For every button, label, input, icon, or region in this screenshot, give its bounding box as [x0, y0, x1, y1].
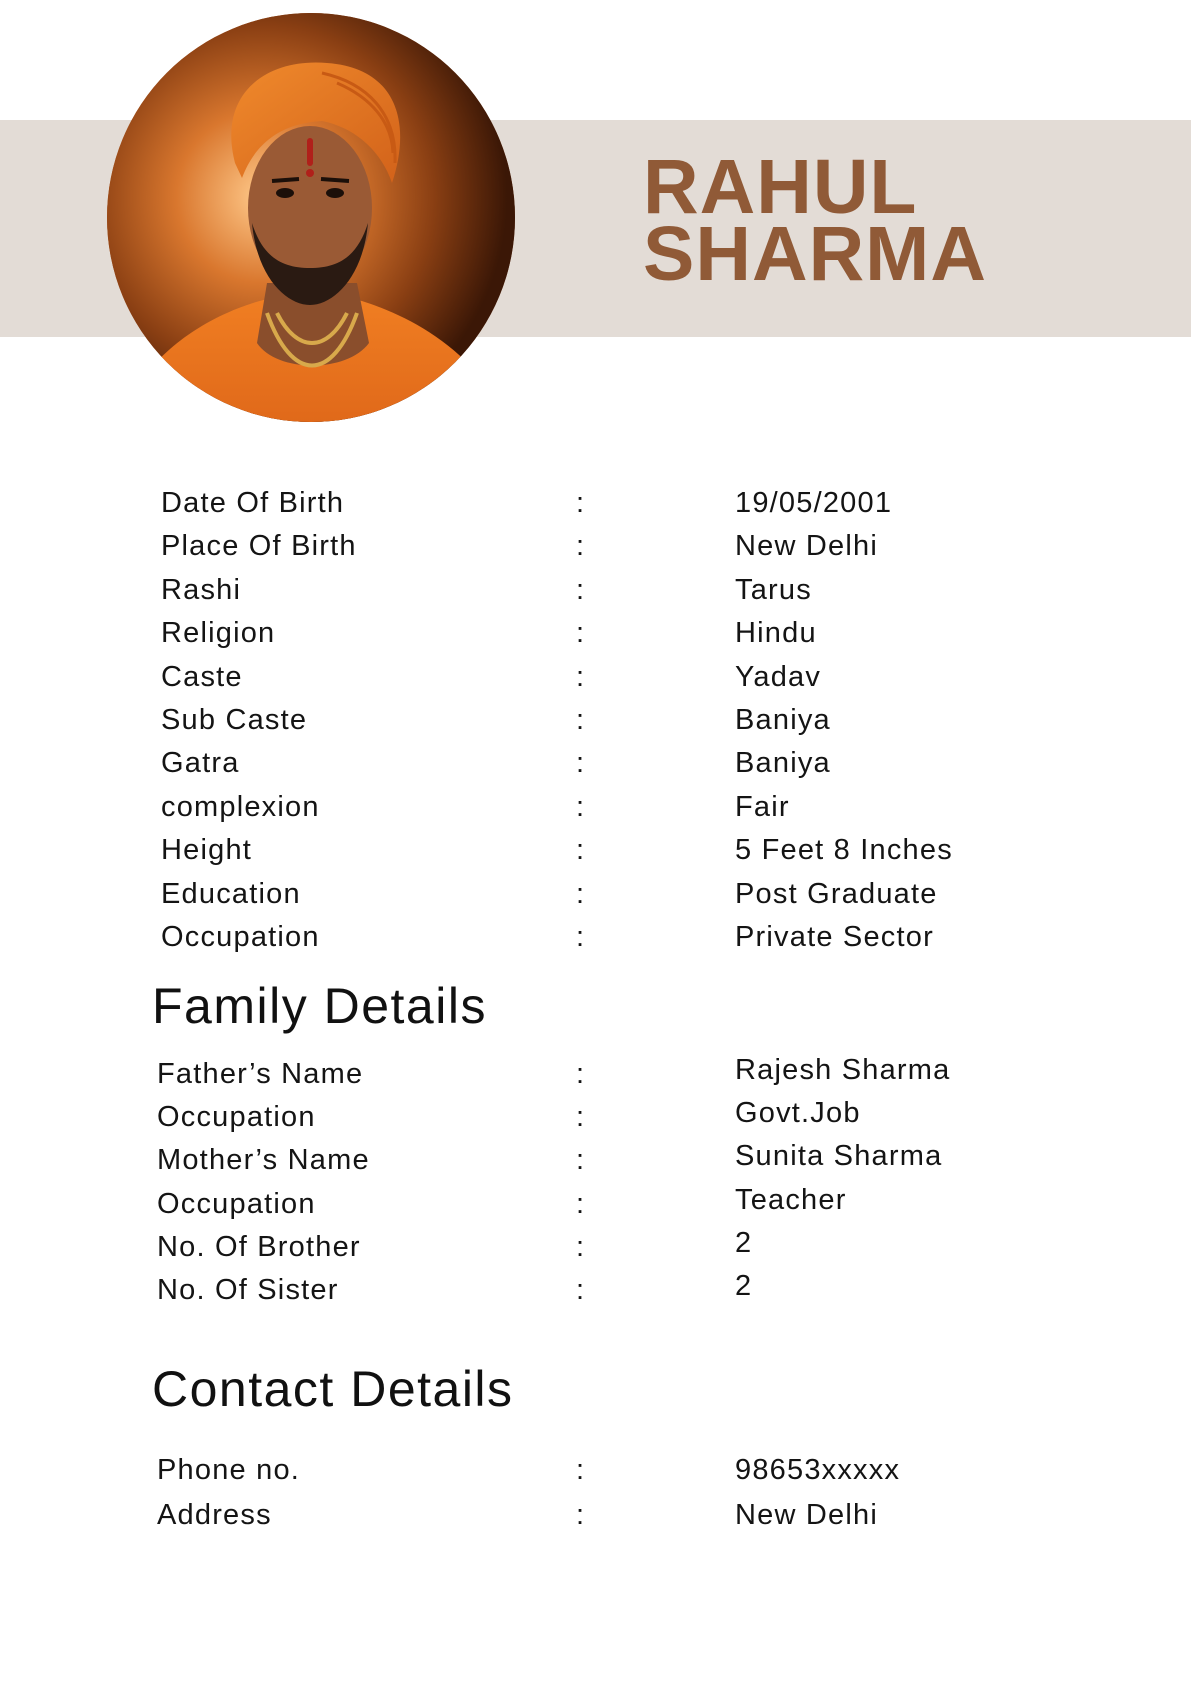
detail-separator: : — [576, 661, 586, 693]
detail-separator: : — [576, 574, 586, 606]
detail-label: Caste — [161, 661, 243, 693]
detail-separator: : — [576, 530, 586, 562]
last-name: SHARMA — [643, 211, 987, 297]
contact-value: New Delhi — [735, 1499, 878, 1531]
family-value: Govt.Job — [735, 1097, 861, 1129]
first-name: RAHUL — [643, 144, 918, 230]
contact-row — [0, 1453, 1191, 1487]
family-row — [0, 1184, 1191, 1221]
detail-value: Private Sector — [735, 921, 934, 953]
family-row — [0, 1140, 1191, 1177]
detail-separator: : — [576, 791, 586, 823]
contact-row — [0, 1498, 1191, 1532]
detail-value: 19/05/2001 — [735, 487, 893, 519]
family-value: 2 — [735, 1270, 753, 1302]
detail-value: Yadav — [735, 661, 822, 693]
detail-label: Education — [161, 878, 301, 910]
detail-row — [0, 833, 1191, 867]
family-value: Teacher — [735, 1184, 847, 1216]
detail-label: complexion — [161, 791, 320, 823]
family-separator: : — [576, 1231, 586, 1263]
detail-separator: : — [576, 617, 586, 649]
detail-separator: : — [576, 834, 586, 866]
family-label: Father’s Name — [157, 1058, 364, 1090]
detail-row — [0, 920, 1191, 954]
contact-details-heading: Contact Details — [152, 1361, 514, 1417]
family-label: No. Of Sister — [157, 1274, 339, 1306]
detail-label: Height — [161, 834, 253, 866]
detail-separator: : — [576, 704, 586, 736]
detail-row — [0, 877, 1191, 911]
detail-row — [0, 746, 1191, 780]
family-separator: : — [576, 1188, 586, 1220]
detail-separator: : — [576, 487, 586, 519]
detail-row — [0, 660, 1191, 694]
family-value: Rajesh Sharma — [735, 1054, 951, 1086]
detail-label: Gatra — [161, 747, 240, 779]
detail-separator: : — [576, 747, 586, 779]
family-label: Occupation — [157, 1188, 316, 1220]
detail-value: Tarus — [735, 574, 812, 606]
profile-photo — [107, 13, 515, 422]
family-row — [0, 1097, 1191, 1134]
family-row — [0, 1270, 1191, 1307]
detail-label: Place Of Birth — [161, 530, 357, 562]
detail-row — [0, 616, 1191, 650]
family-row — [0, 1054, 1191, 1091]
family-separator: : — [576, 1101, 586, 1133]
detail-value: 5 Feet 8 Inches — [735, 834, 953, 866]
family-separator: : — [576, 1274, 586, 1306]
family-row — [0, 1227, 1191, 1264]
family-separator: : — [576, 1144, 586, 1176]
detail-separator: : — [576, 878, 586, 910]
detail-value: New Delhi — [735, 530, 878, 562]
detail-value: Baniya — [735, 704, 831, 736]
detail-row — [0, 790, 1191, 824]
detail-label: Religion — [161, 617, 276, 649]
detail-row — [0, 529, 1191, 563]
family-details-heading: Family Details — [152, 978, 487, 1034]
contact-value: 98653xxxxx — [735, 1454, 901, 1486]
detail-row — [0, 703, 1191, 737]
profile-name — [643, 144, 987, 297]
detail-label: Rashi — [161, 574, 242, 606]
family-value: Sunita Sharma — [735, 1140, 943, 1172]
detail-value: Hindu — [735, 617, 817, 649]
contact-label: Phone no. — [157, 1454, 301, 1486]
detail-label: Date Of Birth — [161, 487, 345, 519]
detail-value: Post Graduate — [735, 878, 938, 910]
family-value: 2 — [735, 1227, 753, 1259]
family-label: Mother’s Name — [157, 1144, 370, 1176]
family-separator: : — [576, 1058, 586, 1090]
detail-row — [0, 486, 1191, 520]
detail-row — [0, 573, 1191, 607]
portrait-photo-icon — [107, 13, 515, 422]
contact-label: Address — [157, 1499, 272, 1531]
detail-label: Sub Caste — [161, 704, 308, 736]
detail-value: Fair — [735, 791, 790, 823]
detail-value: Baniya — [735, 747, 831, 779]
family-label: No. Of Brother — [157, 1231, 361, 1263]
detail-separator: : — [576, 921, 586, 953]
contact-separator: : — [576, 1454, 586, 1486]
family-label: Occupation — [157, 1101, 316, 1133]
detail-label: Occupation — [161, 921, 320, 953]
contact-separator: : — [576, 1499, 586, 1531]
